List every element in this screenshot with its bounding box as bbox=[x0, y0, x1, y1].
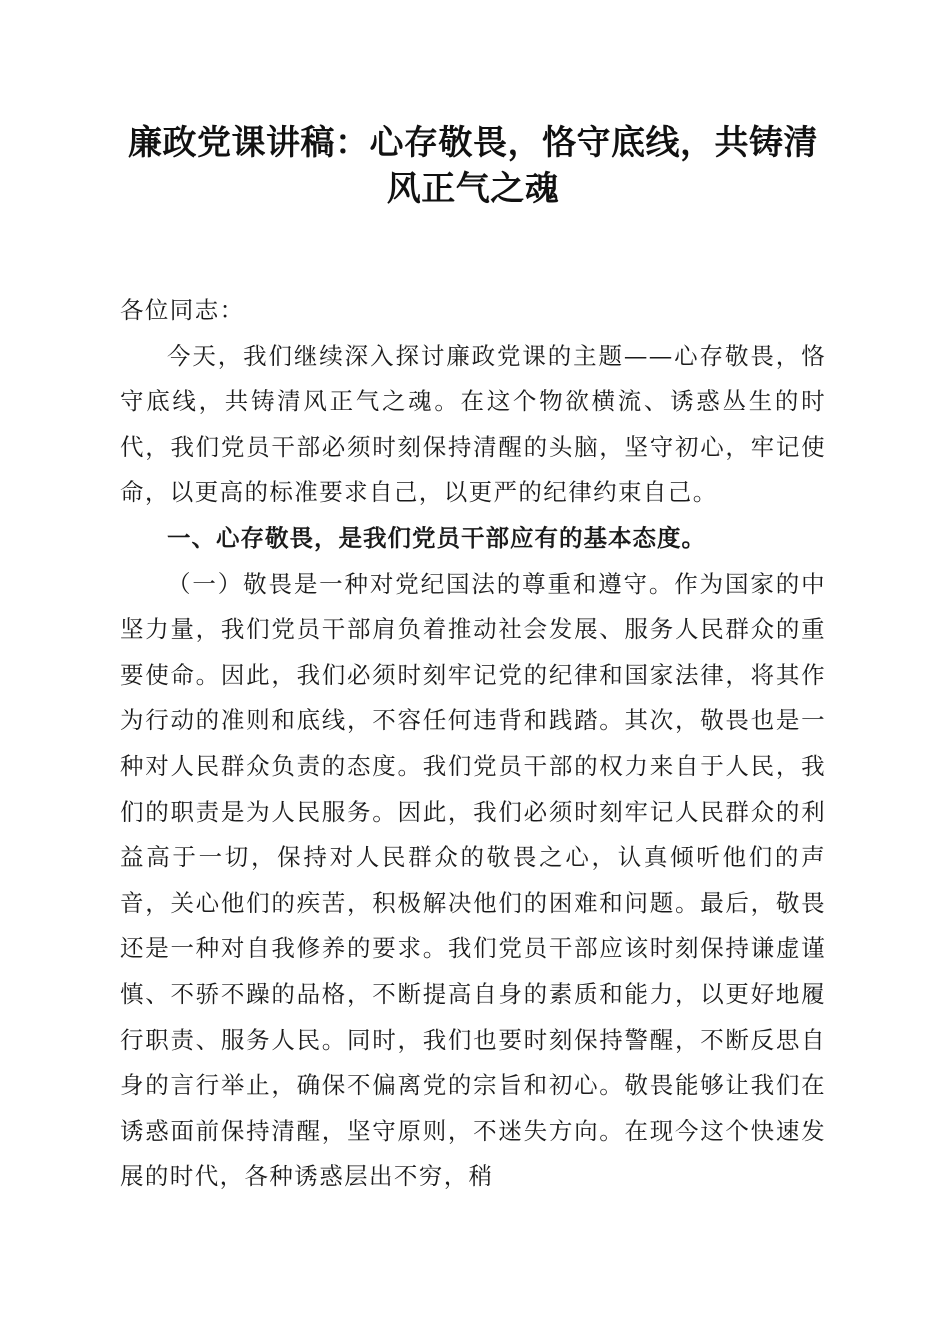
document-title: 廉政党课讲稿：心存敬畏，恪守底线，共铸清风正气之魂 bbox=[128, 123, 818, 209]
section-heading: 一、心存敬畏，是我们党员干部应有的基本态度。 bbox=[167, 523, 706, 552]
document-page bbox=[120, 120, 826, 1200]
section-paragraph: （一）敬畏是一种对党纪国法的尊重和遵守。作为国家的中坚力量，我们党员干部肩负着推动社会发展、服务人民群众的重要使命。因此，我们必须时刻牢记党的纪律和国家法律，将其作为行动的准则和底线，不容任何违背和践踏。其次，敬畏也是一种对人民群众负责的态度。我们党员干部的权力来自于人民，我们的职责是为人民服务。因此，我们必须时刻牢记人民群众的利益高于一切，保持对人民群众的敬畏之心，认真倾听他们的声音，关心他们的疾苦，积极解决他们的困难和问题。最后，敬畏还是一种对自我修养的要求。我们党员干部应该时刻保持谦虚谨慎、不骄不躁的品格，不断提高自身的素质和能力，以更好地履行职责、服务人民。同时，我们也要时刻保持警醒，不断反思自身的言行举止，确保不偏离党的宗旨和初心。敬畏能够让我们在诱惑面前保持清醒，坚守原则，不迷失方向。在现今这个快速发展的时代，各种诱惑层出不穷，稍 bbox=[120, 569, 826, 1191]
salutation: 各位同志： bbox=[120, 296, 245, 324]
intro-paragraph: 今天，我们继续深入探讨廉政党课的主题——心存敬畏，恪守底线，共铸清风正气之魂。在这个物欲横流、诱惑丛生的时代，我们党员干部必须时刻保持清醒的头脑，坚守初心，牢记使命，以更高的标准要求自己，以更严的纪律约束自己。 bbox=[120, 341, 826, 507]
document-body bbox=[120, 288, 826, 1200]
